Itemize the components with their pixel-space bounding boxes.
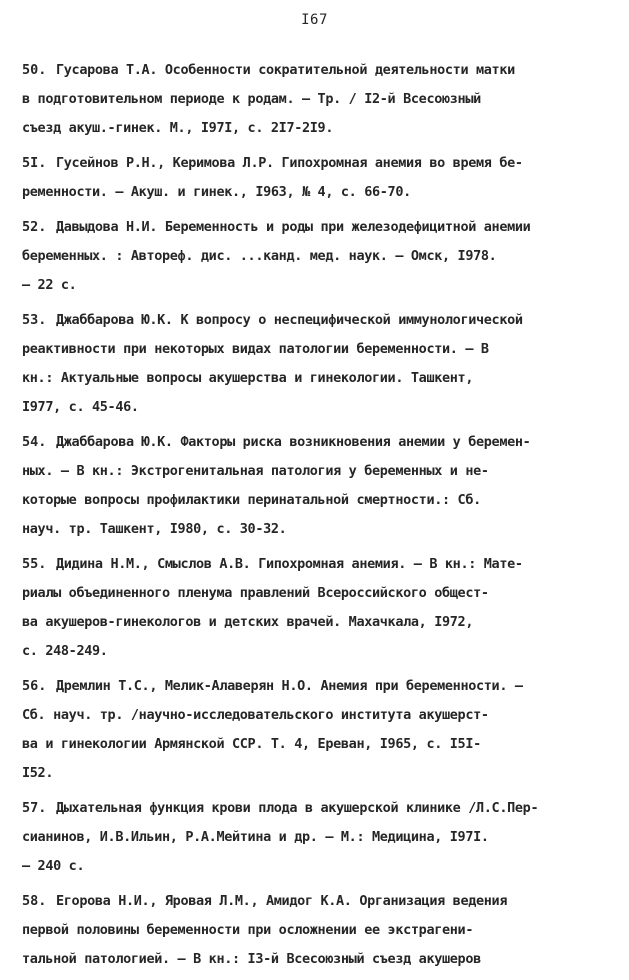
reference-item bbox=[22, 887, 622, 974]
reference-line: с. 248-249. bbox=[22, 643, 108, 659]
reference-line: – 22 с. bbox=[22, 277, 77, 293]
reference-line: сианинов, И.В.Ильин, Р.А.Мейтина и др. – М.: Медицина, I97I. bbox=[22, 829, 489, 845]
reference-list bbox=[22, 56, 622, 980]
reference-number: 57. bbox=[22, 800, 47, 816]
reference-line: реактивности при некоторых видах патологии беременности. – В bbox=[22, 341, 489, 357]
reference-line: ременности. – Акуш. и гинек., I963, № 4, с. 66-70. bbox=[22, 184, 411, 200]
reference-line: кн.: Актуальные вопросы акушерства и гинекологии. Ташкент, bbox=[22, 370, 474, 386]
reference-line: Сб. науч. тр. /научно-исследовательского института акушерст- bbox=[22, 707, 489, 723]
reference-line: риалы объединенного пленума правлений Всероссийского общест- bbox=[22, 585, 489, 601]
reference-number: 53. bbox=[22, 312, 47, 328]
reference-line: которые вопросы профилактики перинатальной смертности.: Сб. bbox=[22, 492, 481, 508]
reference-line: первой половины беременности при осложнении ее экстрагени- bbox=[22, 922, 474, 938]
reference-number: 52. bbox=[22, 219, 47, 235]
reference-number: 5I. bbox=[22, 155, 47, 171]
reference-item bbox=[22, 306, 622, 422]
reference-line: ва акушеров-гинекологов и детских врачей. Махачкала, I972, bbox=[22, 614, 474, 630]
reference-number: 55. bbox=[22, 556, 47, 572]
reference-line: I52. bbox=[22, 765, 54, 781]
reference-line: Давыдова Н.И. Беременность и роды при железодефицитной анемии bbox=[56, 219, 531, 235]
reference-line: ва и гинекологии Армянской ССР. Т. 4, Ереван, I965, с. I5I- bbox=[22, 736, 481, 752]
reference-line: Джаббарова Ю.К. К вопросу о неспецифической иммунологической bbox=[56, 312, 523, 328]
reference-line: Дремлин Т.С., Мелик-Алаверян Н.О. Анемия при беременности. – bbox=[56, 678, 523, 694]
reference-line: Дыхательная функция крови плода в акушерской клинике /Л.С.Пер- bbox=[56, 800, 539, 816]
reference-item bbox=[22, 672, 622, 788]
reference-item bbox=[22, 428, 622, 544]
reference-item bbox=[22, 213, 622, 300]
reference-line: Гусарова Т.А. Особенности сократительной деятельности матки bbox=[56, 62, 515, 78]
reference-line: беременных. : Автореф. дис. ...канд. мед. наук. – Омск, I978. bbox=[22, 248, 497, 264]
reference-line: ных. – В кн.: Экстрогенитальная патология у беременных и не- bbox=[22, 463, 489, 479]
page-number: I67 bbox=[301, 12, 328, 28]
reference-item bbox=[22, 56, 622, 143]
reference-line: Джаббарова Ю.К. Факторы риска возникновения анемии у беремен- bbox=[56, 434, 531, 450]
reference-item bbox=[22, 149, 622, 207]
reference-number: 50. bbox=[22, 62, 47, 78]
reference-line: науч. тр. Ташкент, I980, с. 30-32. bbox=[22, 521, 287, 537]
reference-line: съезд акуш.-гинек. М., I97I, с. 2I7-2I9. bbox=[22, 120, 334, 136]
reference-line: Гусейнов Р.Н., Керимова Л.Р. Гипохромная анемия во время бе- bbox=[56, 155, 523, 171]
reference-line: тальной патологией. – В кн.: I3-й Всесоюзный съезд акушеров bbox=[22, 951, 481, 967]
reference-line: Егорова Н.И., Яровая Л.М., Амидог К.А. Организация ведения bbox=[56, 893, 508, 909]
reference-line: I977, с. 45-46. bbox=[22, 399, 139, 415]
reference-line: Дидина Н.М., Смыслов А.В. Гипохромная анемия. – В кн.: Мате- bbox=[56, 556, 523, 572]
reference-item bbox=[22, 550, 622, 666]
reference-line: в подготовительном периоде к родам. – Тр. / I2-й Всесоюзный bbox=[22, 91, 481, 107]
reference-number: 58. bbox=[22, 893, 47, 909]
reference-item bbox=[22, 794, 622, 881]
reference-line: – 240 с. bbox=[22, 858, 85, 874]
reference-number: 54. bbox=[22, 434, 47, 450]
reference-number: 56. bbox=[22, 678, 47, 694]
